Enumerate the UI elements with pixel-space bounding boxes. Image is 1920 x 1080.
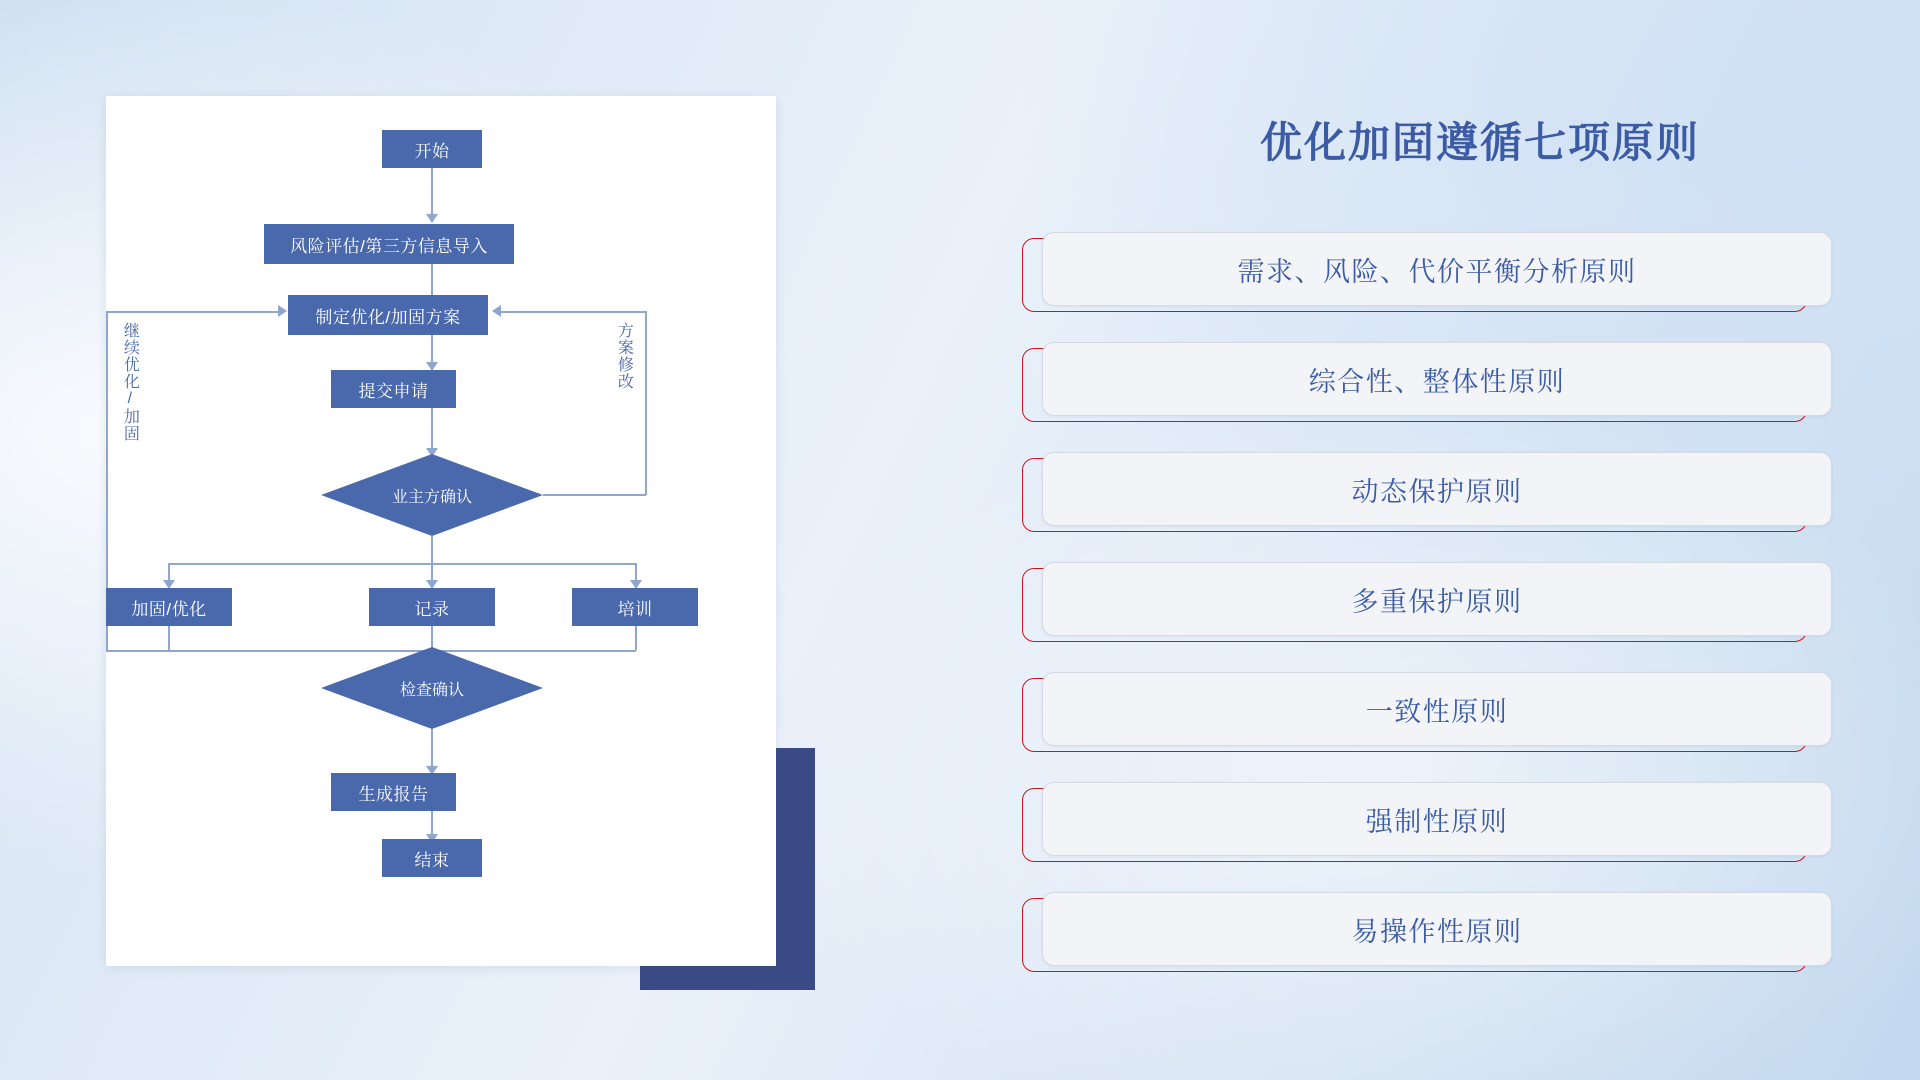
list-item[interactable] bbox=[1022, 232, 1832, 308]
edge-reinforce-down bbox=[168, 626, 170, 650]
list-item[interactable] bbox=[1022, 892, 1832, 968]
arrow-right-loop-into-plan bbox=[492, 305, 501, 317]
principle-label: 一致性原则 bbox=[1042, 672, 1832, 746]
principle-label: 多重保护原则 bbox=[1042, 562, 1832, 636]
flow-node-end: 结束 bbox=[382, 839, 482, 877]
edge-right-loop-vertical bbox=[645, 311, 647, 495]
right-panel-title: 优化加固遵循七项原则 bbox=[1259, 119, 1700, 166]
flow-node-risk-assessment: 风险评估/第三方信息导入 bbox=[264, 224, 514, 264]
flow-node-reinforce: 加固/优化 bbox=[106, 588, 232, 626]
flow-node-check-confirm bbox=[321, 647, 543, 729]
edge-label-right-loop: 方案修改 bbox=[615, 322, 633, 390]
flowchart-canvas bbox=[106, 96, 776, 966]
flow-node-start: 开始 bbox=[382, 130, 482, 168]
principle-label: 易操作性原则 bbox=[1042, 892, 1832, 966]
principles-list bbox=[1022, 232, 1832, 1002]
flow-node-report: 生成报告 bbox=[331, 773, 456, 811]
edge-right-loop-top bbox=[498, 311, 646, 313]
list-item[interactable] bbox=[1022, 342, 1832, 418]
check-confirm-label: 检查确认 bbox=[399, 681, 464, 699]
flowchart-card bbox=[106, 96, 776, 966]
list-item[interactable] bbox=[1022, 452, 1832, 528]
arrow-start-to-risk bbox=[426, 214, 438, 223]
owner-confirm-label: 业主方确认 bbox=[391, 488, 472, 506]
principle-label: 综合性、整体性原则 bbox=[1042, 342, 1832, 416]
edge-right-loop-from-owner bbox=[543, 494, 646, 496]
list-item[interactable] bbox=[1022, 672, 1832, 748]
flow-node-plan: 制定优化/加固方案 bbox=[288, 295, 488, 335]
flow-node-submit: 提交申请 bbox=[331, 370, 456, 408]
principle-label: 强制性原则 bbox=[1042, 782, 1832, 856]
flow-node-record: 记录 bbox=[369, 588, 495, 626]
list-item[interactable] bbox=[1022, 562, 1832, 638]
edge-start-to-risk bbox=[431, 168, 433, 220]
edge-owner-to-branch bbox=[431, 536, 433, 564]
edge-training-down bbox=[635, 626, 637, 650]
arrow-left-loop-into-plan bbox=[278, 305, 287, 317]
principle-label: 动态保护原则 bbox=[1042, 452, 1832, 526]
edge-branch-bus bbox=[168, 563, 635, 565]
edge-label-left-loop: 继续优化/加固 bbox=[121, 322, 139, 442]
edge-left-loop-top bbox=[106, 311, 284, 313]
flow-node-training: 培训 bbox=[572, 588, 698, 626]
flow-node-owner-confirm bbox=[321, 454, 543, 536]
list-item[interactable] bbox=[1022, 782, 1832, 858]
principle-label: 需求、风险、代价平衡分析原则 bbox=[1042, 232, 1832, 306]
